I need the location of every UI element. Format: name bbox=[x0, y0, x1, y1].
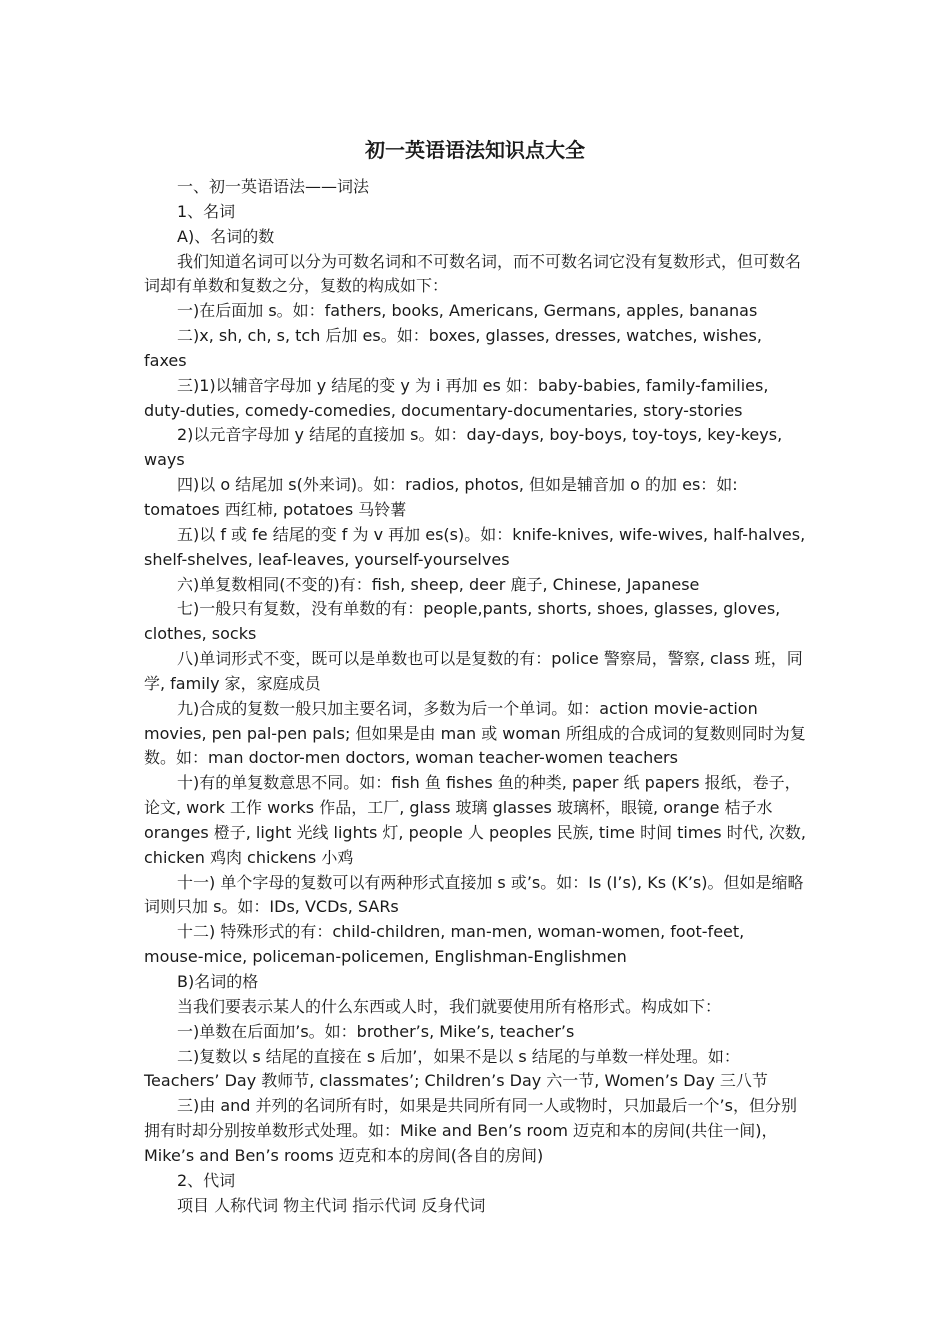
paragraph: 当我们要表示某人的什么东西或人时，我们就要使用所有格形式。构成如下： bbox=[177, 996, 722, 1016]
paragraph: 项目 人称代词 物主代词 指示代词 反身代词 bbox=[177, 1195, 486, 1215]
subsection-heading: 2、代词 bbox=[177, 1170, 236, 1190]
section-heading: 一、初一英语语法——词法 bbox=[177, 177, 370, 196]
paragraph: 2)以元音字母加 y 结尾的直接加 s。如：day-days, boy-boys, toy-toys, key-keys, ways bbox=[144, 425, 783, 470]
document-body bbox=[144, 175, 808, 1218]
paragraph: 九)合成的复数一般只加主要名词，多数为后一个单词。如：action movie-action movies, pen pal-pen pals; 但如果是由 man 或 woman 所组成的合成词的复数则同时为复数。如：man doctor-men doctors, woman teacher-women teachers bbox=[144, 698, 806, 768]
subsection-heading: B)名词的格 bbox=[177, 972, 259, 991]
subsection-heading: 1、名词 bbox=[177, 201, 236, 221]
paragraph: 一)在后面加 s。如：fathers, books, Americans, Germans, apples, bananas bbox=[177, 301, 758, 321]
paragraph: 十一) 单个字母的复数可以有两种形式直接加 s 或’s。如：Is (I’s), Ks (K’s)。但如是缩略词则只加 s。如：IDs, VCDs, SARs bbox=[144, 872, 804, 917]
paragraph: 七)一般只有复数，没有单数的有：people,pants, shorts, shoes, glasses, gloves, clothes, socks bbox=[144, 599, 781, 644]
paragraph: 八)单词形式不变，既可以是单数也可以是复数的有：police 警察局，警察, class 班，同学, family 家，家庭成员 bbox=[144, 649, 803, 693]
paragraph: 四)以 o 结尾加 s(外来词)。如：radios, photos, 但如是辅音加 o 的加 es：如: tomatoes 西红柿, potatoes 马铃薯 bbox=[144, 475, 738, 519]
subsection-heading: A)、名词的数 bbox=[177, 226, 275, 246]
paragraph: 十)有的单复数意思不同。如：fish 鱼 fishes 鱼的种类, paper 纸 papers 报纸，卷子，论文, work 工作 works 作品，工厂, glass 玻璃 glasses 玻璃杯，眼镜, orange 桔子水 oranges 橙子, light 光线 lights 灯, people 人 peoples 民族, time 时间 times 时代, 次数, chicken 鸡肉 chickens 小鸡 bbox=[144, 773, 806, 867]
paragraph: 我们知道名词可以分为可数名词和不可数名词，而不可数名词它没有复数形式，但可数名词却有单数和复数之分，复数的构成如下： bbox=[144, 251, 802, 296]
paragraph: 五)以 f 或 fe 结尾的变 f 为 v 再加 es(s)。如：knife-knives, wife-wives, half-halves, shelf-shelves, leaf-leaves, yourself-yourselves bbox=[144, 524, 806, 569]
paragraph: 六)单复数相同(不变的)有：fish, sheep, deer 鹿子, Chinese, Japanese bbox=[177, 574, 700, 594]
paragraph: 一)单数在后面加’s。如：brother’s, Mike’s, teacher’s bbox=[177, 1021, 575, 1041]
paragraph: 三)1)以辅音字母加 y 结尾的变 y 为 i 再加 es 如：baby-babies, family-families, duty-duties, comedy-comedies, documentary-documentaries, story-stories bbox=[144, 375, 769, 420]
paragraph: 十二) 特殊形式的有：child-children, man-men, woman-women, foot-feet, mouse-mice, policeman-policemen, Englishman-Englishmen bbox=[144, 922, 745, 967]
paragraph: 二)x, sh, ch, s, tch 后加 es。如：boxes, glasses, dresses, watches, wishes, faxes bbox=[144, 326, 762, 370]
page-title: 初一英语语法知识点大全 bbox=[365, 138, 585, 162]
paragraph: 三)由 and 并列的名词所有时，如果是共同所有同一人或物时，只加最后一个’s，但分别拥有时却分别按单数形式处理。如：Mike and Ben’s room 迈克和本的房间(共住一间)，Mike’s and Ben’s rooms 迈克和本的房间(各自的房间) bbox=[144, 1096, 797, 1165]
paragraph: 二)复数以 s 结尾的直接在 s 后加’，如果不是以 s 结尾的与单数一样处理。如：Teachers’ Day 教师节, classmates’; Children’s Day 六一节, Women’s Day 三八节 bbox=[144, 1046, 768, 1091]
